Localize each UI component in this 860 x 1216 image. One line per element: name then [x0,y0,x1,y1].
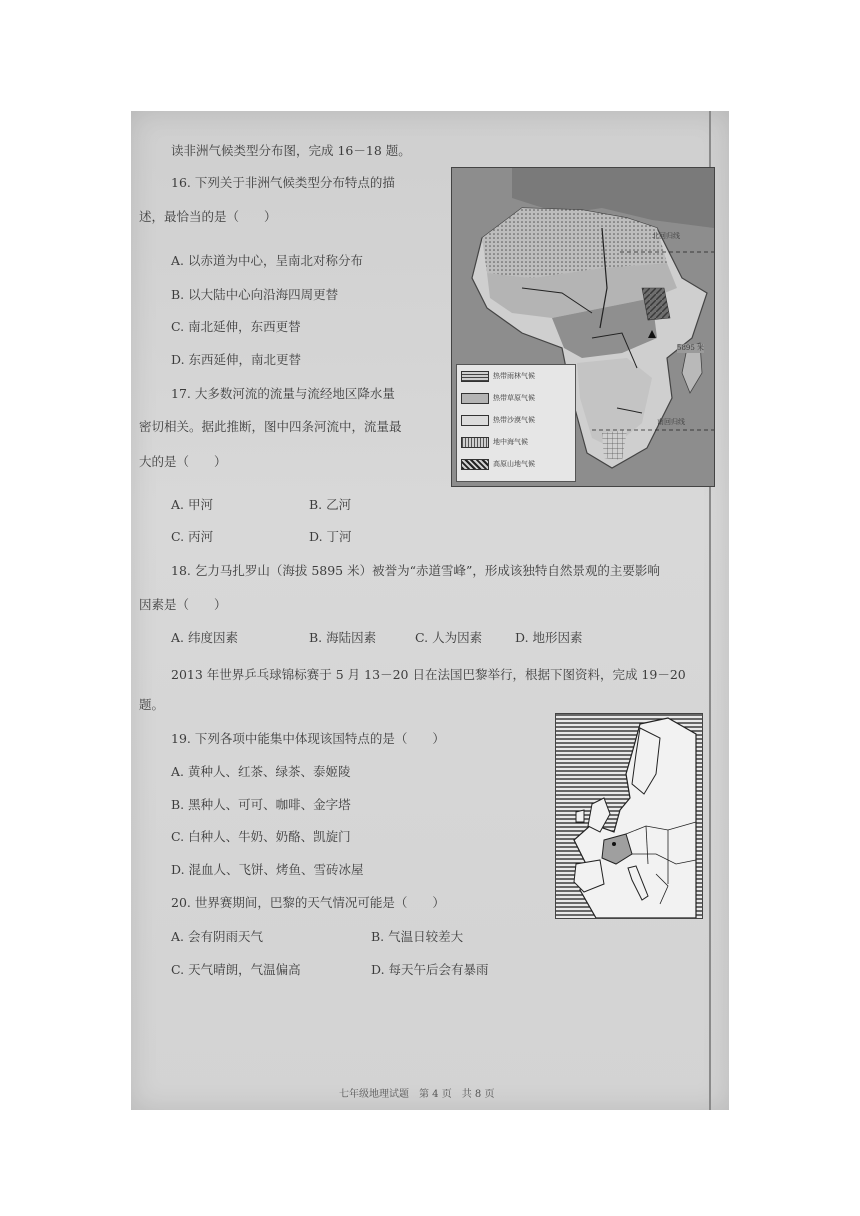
tropic-of-capricorn-label: 南回归线 [657,418,685,426]
q18-option-a[interactable]: A. 纬度因素 [171,630,238,645]
q17-option-c[interactable]: C. 丙河 [171,529,214,544]
q17-option-b[interactable]: B. 乙河 [309,497,352,512]
legend-label-highland: 高原山地气候 [493,460,535,468]
europe-map [555,713,703,919]
q16-stem-line2: 述，最恰当的是（ ） [139,209,277,224]
q18-option-d[interactable]: D. 地形因素 [515,630,583,645]
q19-option-d[interactable]: D. 混血人、飞饼、烤鱼、雪砖冰屋 [171,862,364,877]
legend-item-highland [461,457,573,471]
q16-option-c[interactable]: C. 南北延伸，东西更替 [171,319,301,334]
legend-item-rainforest [461,369,573,383]
q16-option-d[interactable]: D. 东西延伸，南北更替 [171,352,302,367]
q17-stem-line2: 密切相关。据此推断，图中四条河流中，流量最 [139,419,402,434]
q16-option-a[interactable]: A. 以赤道为中心，呈南北对称分布 [171,253,363,268]
legend-item-desert [461,413,573,427]
legend-label-mediterranean: 地中海气候 [493,438,528,446]
q20-option-b[interactable]: B. 气温日较差大 [371,929,464,944]
legend-label-savanna: 热带草原气候 [493,394,535,402]
tropic-of-cancer-label: 北回归线 [652,232,680,240]
q18-stem-line1: 18. 乞力马扎罗山（海拔 5895 米）被誉为“赤道雪峰”，形成该独特自然景观的主要影响 [171,563,660,578]
q16-stem-line1: 16. 下列关于非洲气候类型分布特点的描 [171,175,395,190]
q20-option-a[interactable]: A. 会有阴雨天气 [171,929,263,944]
q17-option-d[interactable]: D. 丁河 [309,529,352,544]
legend-swatch-mediterranean [461,437,489,448]
q18-option-b[interactable]: B. 海陆因素 [309,630,377,645]
q17-option-a[interactable]: A. 甲河 [171,497,213,512]
q18-option-c[interactable]: C. 人为因素 [415,630,483,645]
q19-option-a[interactable]: A. 黄种人、红茶、绿茶、泰姬陵 [171,764,351,779]
exam-page-photo [131,111,729,1110]
legend-label-rainforest: 热带雨林气候 [493,372,535,380]
legend-swatch-rainforest [461,371,489,382]
legend-swatch-savanna [461,393,489,404]
africa-climate-map [451,167,715,487]
q16-option-b[interactable]: B. 以大陆中心向沿海四周更替 [171,287,339,302]
q17-stem-line3: 大的是（ ） [139,454,227,469]
page-footer: 七年级地理试题 第 4 页 共 8 页 [339,1089,495,1100]
q19-option-c[interactable]: C. 白种人、牛奶、奶酪、凯旋门 [171,829,351,844]
intro-europe-line1: 2013 年世界乒乓球锦标赛于 5 月 13－20 日在法国巴黎举行，根据下图资料，完成 19－20 [171,667,686,682]
intro-europe-line2: 题。 [139,697,165,712]
legend-swatch-desert [461,415,489,426]
q20-option-d[interactable]: D. 每天午后会有暴雨 [371,962,489,977]
africa-map-legend [456,364,576,482]
q19-stem: 19. 下列各项中能集中体现该国特点的是（ ） [171,731,445,746]
legend-item-savanna [461,391,573,405]
q19-option-b[interactable]: B. 黑种人、可可、咖啡、金字塔 [171,797,351,812]
legend-label-desert: 热带沙漠气候 [493,416,535,424]
peak-elevation-label: 5895 米 [677,344,705,352]
q17-stem-line1: 17. 大多数河流的流量与流经地区降水量 [171,386,395,401]
europe-map-graphic [556,714,702,918]
q20-stem: 20. 世界赛期间，巴黎的天气情况可能是（ ） [171,895,445,910]
legend-item-mediterranean [461,435,573,449]
legend-swatch-highland [461,459,489,470]
q20-option-c[interactable]: C. 天气晴朗，气温偏高 [171,962,301,977]
q18-stem-line2: 因素是（ ） [139,597,227,612]
intro-africa: 读非洲气候类型分布图，完成 16－18 题。 [171,143,411,158]
